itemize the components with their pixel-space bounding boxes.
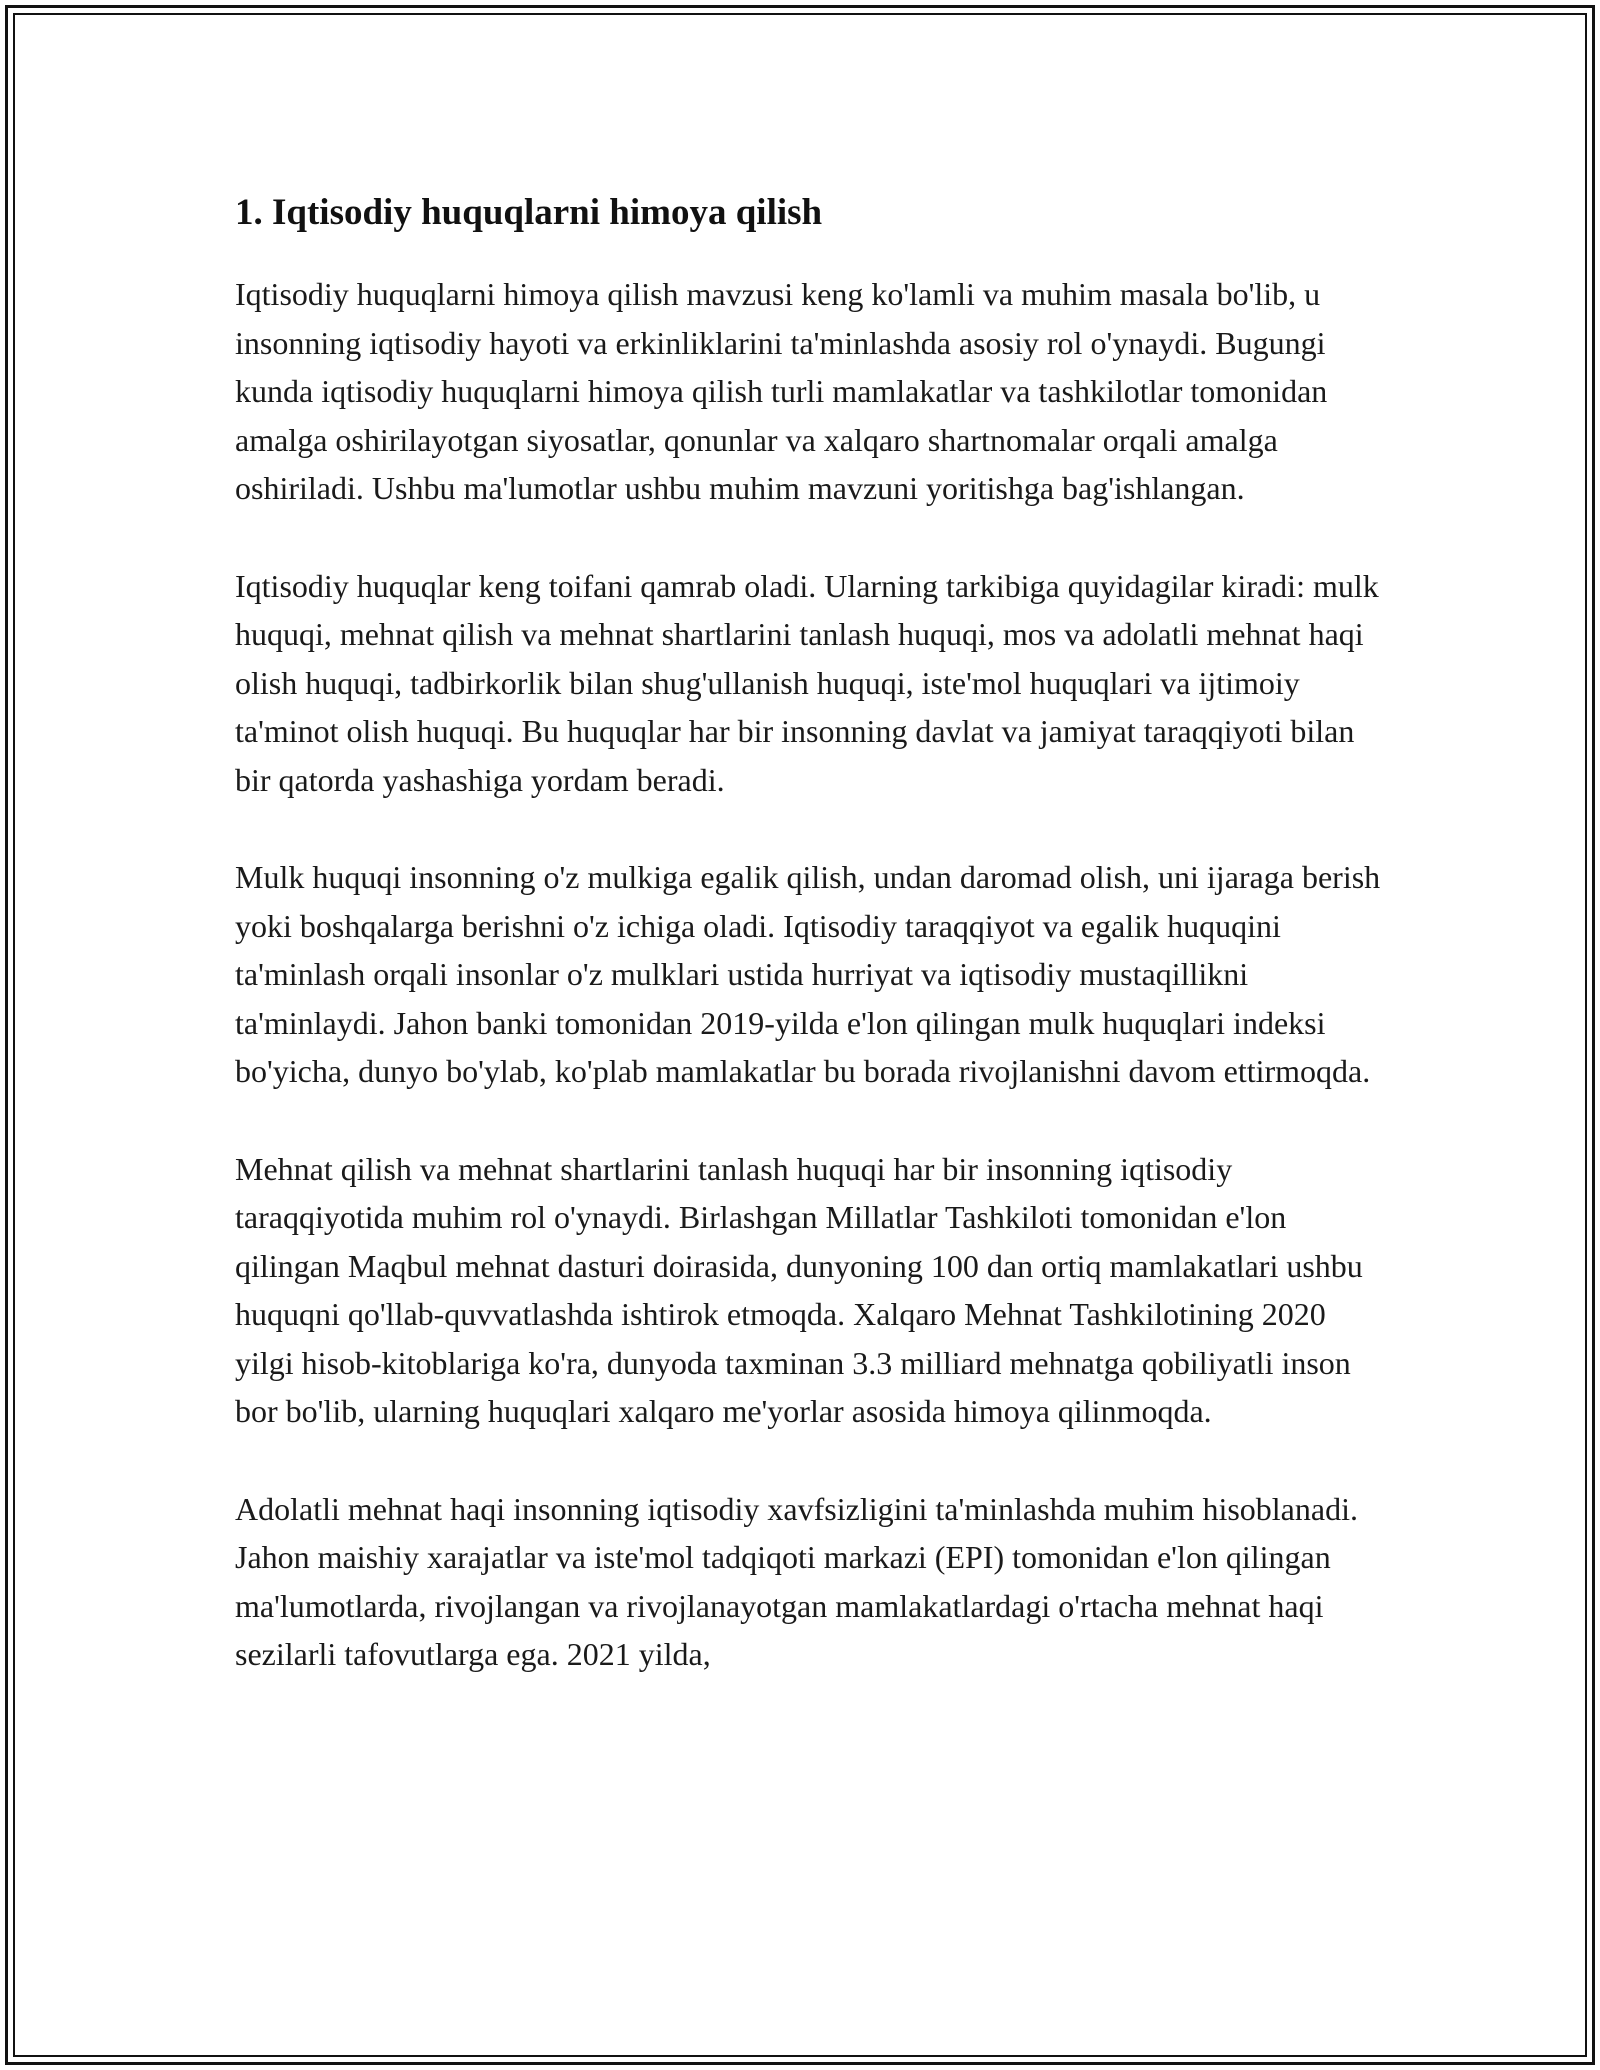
paragraph-labor-rights: Mehnat qilish va mehnat shartlarini tanlash huquqi har bir insonning iqtisodiy taraqqiyotida muhim rol o'ynaydi. Birlashgan Millatlar Tashkiloti tomonidan e'lon qilingan Maqbul mehnat dasturi doirasida, dunyoning 100 dan ortiq mamlakatlari ushbu huquqni qo'llab-quvvatlashda ishtirok etmoqda. Xalqaro Mehnat Tashkilotining 2020 yilgi hisob-kitoblariga ko'ra, dunyoda taxminan 3.3 milliard mehnatga qobiliyatli inson bor bo'lib, ularning huquqlari xalqaro me'yorlar asosida himoya qilinmoqda.	[235, 1150, 1363, 1429]
document-body	[235, 188, 1385, 1728]
paragraph-property-rights: Mulk huquqi insonning o'z mulkiga egalik qilish, undan daromad olish, uni ijaraga berish yoki boshqalarga berishni o'z ichiga oladi. Iqtisodiy taraqqiyot va egalik huquqini ta'minlash orqali insonlar o'z mulklari ustida hurriyat va iqtisodiy mustaqillikni ta'minlaydi. Jahon banki tomonidan 2019-yilda e'lon qilingan mulk huquqlari indeksi bo'yicha, dunyo bo'ylab, ko'plab mamlakatlar bu borada rivojlanishni davom ettirmoqda.	[235, 859, 1381, 1089]
paragraph-fair-wage: Adolatli mehnat haqi insonning iqtisodiy xavfsizligini ta'minlashda muhim hisoblanadi. Jahon maishiy xarajatlar va iste'mol tadqiqoti markazi (EPI) tomonidan e'lon qilingan ma'lumotlarda, rivojlangan va rivojlanayotgan mamlakatlardagi o'rtacha mehnat haqi sezilarli tafovutlarga ega. 2021 yilda,	[235, 1490, 1358, 1672]
section-heading: 1. Iqtisodiy huquqlarni himoya qilish	[235, 192, 823, 233]
paragraph-economic-rights: Iqtisodiy huquqlar keng toifani qamrab oladi. Ularning tarkibiga quyidagilar kiradi: mulk huquqi, mehnat qilish va mehnat shartlarini tanlash huquqi, mos va adolatli mehnat haqi olish huquqi, tadbirkorlik bilan shug'ullanish huquqi, iste'mol huquqlari va ijtimoiy ta'minot olish huquqi. Bu huquqlar har bir insonning davlat va jamiyat taraqqiyoti bilan bir qatorda yashashiga yordam beradi.	[235, 567, 1379, 798]
paragraph-intro: Iqtisodiy huquqlarni himoya qilish mavzusi keng ko'lamli va muhim masala bo'lib, u insonning iqtisodiy hayoti va erkinliklarini ta'minlashda asosiy rol o'ynaydi. Bugungi kunda iqtisodiy huquqlarni himoya qilish turli mamlakatlar va tashkilotlar tomonidan amalga oshirilayotgan siyosatlar, qonunlar va xalqaro shartnomalar orqali amalga oshiriladi. Ushbu ma'lumotlar ushbu muhim mavzuni yoritishga bag'ishlangan.	[235, 276, 1328, 506]
